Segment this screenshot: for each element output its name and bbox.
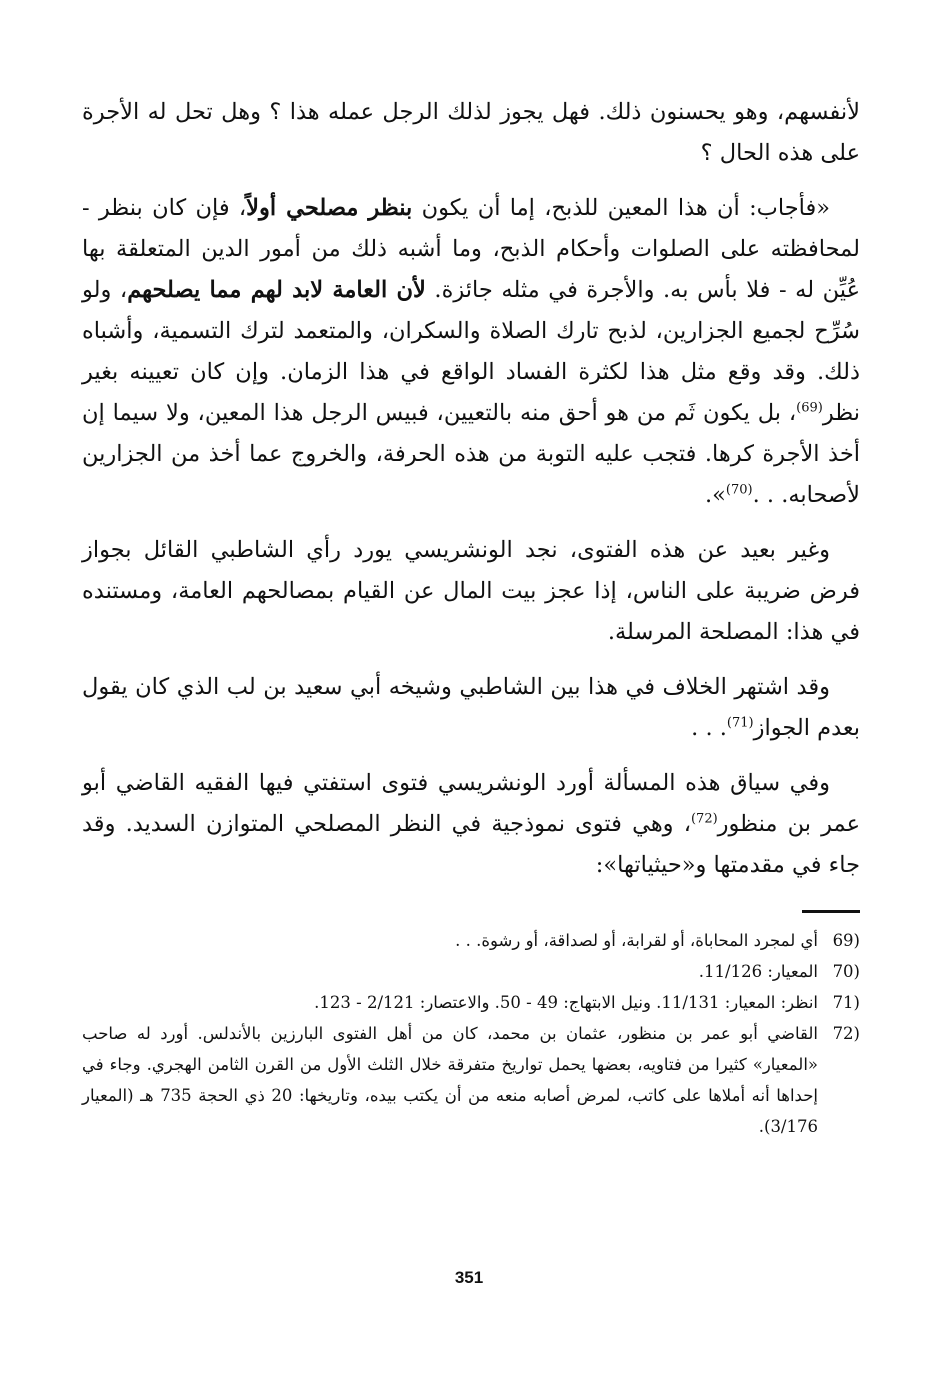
paragraph-2-text-a: «فأجاب: أن هذا المعين للذبح، إما أن يكون: [412, 195, 830, 221]
main-text: [82, 92, 860, 886]
footnote-ref-69[interactable]: (69): [796, 400, 823, 416]
paragraph-5: [82, 763, 860, 886]
paragraph-1-text: لأنفسهم، وهو يحسنون ذلك. فهل يجوز لذلك الرجل عمله هذا ؟ وهل تحل له الأجرة على هذه الحال ؟: [82, 99, 860, 166]
paragraph-2-bold-a: بنظر مصلحي أولاً: [246, 195, 413, 221]
paragraph-3-text: وغير بعيد عن هذه الفتوى، نجد الونشريسي يورد رأي الشاطبي القائل بجواز فرض ضريبة على الناس، إذا عجز بيت المال عن القيام بمصالحهم العامة، ومستنده في هذا: المصلحة المرسلة.: [82, 537, 860, 645]
paragraph-2-text-e: ، ولو سُرِّح لجميع الجزارين، لذبح تارك الصلاة والسكران، والمتعمد لترك التسمية، وأشباه ذلك. وقد وقع مثل هذا لكثرة الفساد الواقع في هذا الزمان. وإن كان تعيينه بغير نظر: [82, 277, 860, 426]
paragraph-3: [82, 530, 860, 653]
footnotes: [82, 925, 860, 1142]
footnote-71: [82, 987, 860, 1018]
paragraph-2-bold-d: لأن العامة لابد لهم مما يصلحهم: [127, 277, 426, 303]
paragraph-2-text-c: ، فإن كان بنظر - لمحافظته على الصلوات وأحكام الذبح، وما أشبه ذلك من أمور الدين المتعلقة بها عُيِّن له - فلا بأس به. والأجرة في مثله جائزة.: [82, 195, 860, 303]
paragraph-2-fatwa-answer: [82, 188, 860, 516]
footnote-text: انظر: المعيار: 11/131. ونيل الابتهاج: 49 - 50. والاعتصار: 2/121 - 123.: [314, 993, 818, 1012]
footnote-70: [82, 956, 860, 987]
paragraph-5-text-b: ، وهي فتوى نموذجية في النظر المصلحي المتوازن السديد. وقد جاء في مقدمتها و«حيثياتها»:: [82, 811, 860, 878]
paragraph-1: [82, 92, 860, 174]
paragraph-5-text-a: وفي سياق هذه المسألة أورد الونشريسي فتوى استفتي فيها الفقيه القاضي أبو عمر بن منظور: [82, 770, 860, 837]
paragraph-4-text-b: . . .: [691, 715, 727, 741]
paragraph-2-text-f: ، بل يكون ثَم من هو أحق منه بالتعيين، فبيس الرجل هذا المعين، ولا سيما إن أخذ الأجرة كرها. فتجب عليه التوبة من هذه الحرفة، والخروج عما أخذ من الجزارين لأصحابه. . .: [82, 400, 860, 508]
paragraph-4: [82, 667, 860, 749]
page-number: 351: [454, 1268, 484, 1287]
paragraph-2-end: ».: [704, 482, 726, 508]
footnote-number: 71): [832, 993, 860, 1012]
footnote-ref-72[interactable]: (72): [690, 811, 718, 827]
footnote-72: [82, 1018, 860, 1142]
footnote-69: [82, 925, 860, 956]
footnote-text: المعيار: 11/126.: [698, 962, 818, 981]
footnote-ref-70[interactable]: (70): [725, 482, 753, 498]
footnote-text: القاضي أبو عمر بن منظور، عثمان بن محمد، كان من أهل الفتوى البارزين بالأندلس. أورد له صاحب «المعيار» كثيرا من فتاويه، بعضها يحمل تواريخ متفرقة خلال الثلث الأول من القرن الثامن الهجري. وجاء في إحداها أنه أملاها على كاتب، لمرض أصابه منعه من أن يكتب بيده، وتاريخها: 20 ذي الحجة 735 هـ (المعيار 3/176).: [82, 1024, 818, 1136]
footnote-number: 72): [832, 1024, 860, 1043]
footnote-separator: [802, 910, 860, 913]
paragraph-4-text-a: وقد اشتهر الخلاف في هذا بين الشاطبي وشيخه أبي سعيد بن لب الذي كان يقول بعدم الجواز: [82, 674, 860, 741]
footnote-number: 70): [832, 962, 860, 981]
footnote-number: 69): [832, 931, 860, 950]
footnote-text: أي لمجرد المحاباة، أو لقرابة، أو لصداقة، أو رشوة. . .: [455, 931, 818, 950]
footnote-ref-71[interactable]: (71): [726, 715, 754, 731]
